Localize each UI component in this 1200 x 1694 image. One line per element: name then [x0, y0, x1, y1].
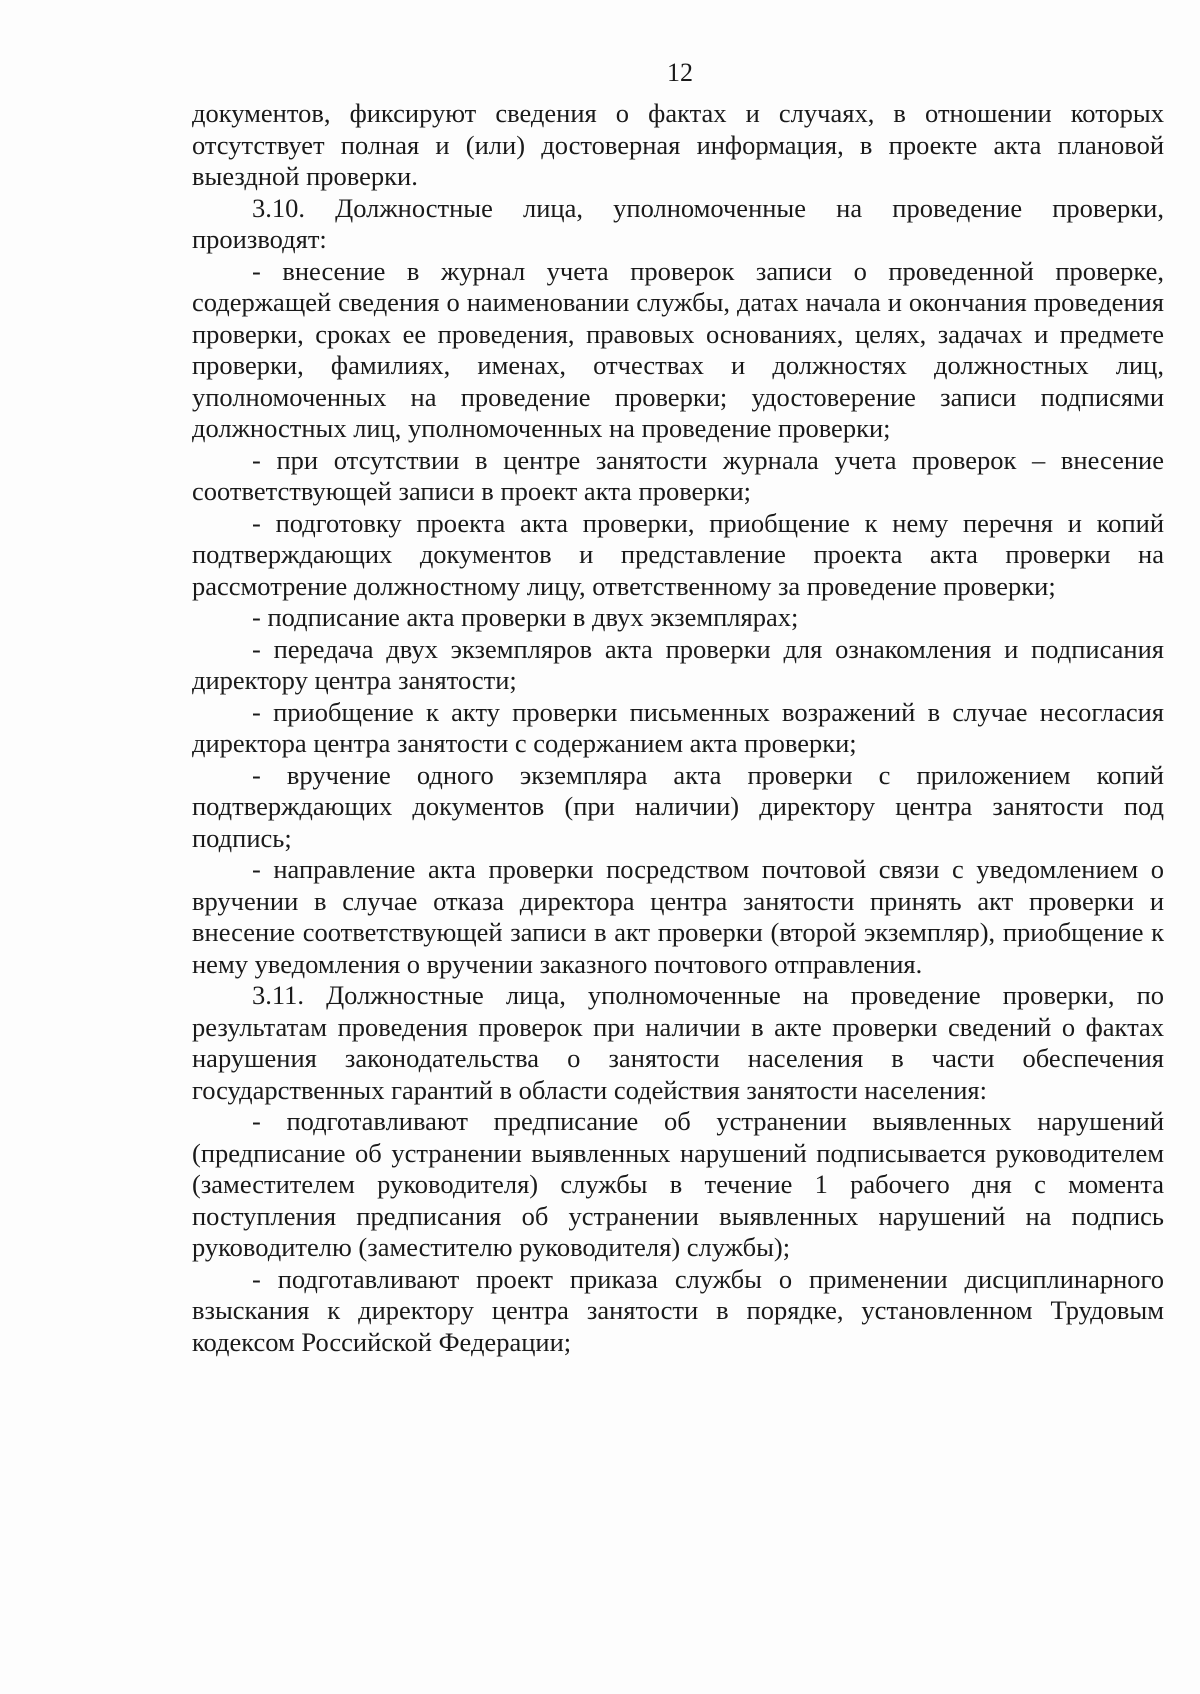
document-body [192, 98, 1164, 1358]
clause-3-11: 3.11. Должностные лица, уполномоченные на проведение проверки, по результатам проведения проверок при наличии в акте проверки сведений о фактах нарушения законодательства о занятости населения в части обеспечения государственных гарантий в области содействия занятости населения: [192, 980, 1164, 1105]
clause-3-10: 3.10. Должностные лица, уполномоченные на проведение проверки, производят: [192, 192, 1164, 254]
list-item: - приобщение к акту проверки письменных возражений в случае несогласия директора центра занятости с содержанием акта проверки; [192, 696, 1164, 758]
paragraph-continuation: документов, фиксируют сведения о фактах и случаях, в отношении которых отсутствует полная и (или) достоверная информация, в проекте акта плановой выездной проверки. [192, 98, 1164, 191]
list-item: - вручение одного экземпляра акта проверки с приложением копий подтверждающих документов (при наличии) директору центра занятости под подпись; [192, 759, 1164, 853]
list-item: - подготовку проекта акта проверки, приобщение к нему перечня и копий подтверждающих документов и представление проекта акта проверки на рассмотрение должностному лицу, ответственному за проведение проверки; [192, 507, 1164, 601]
list-item: - подготавливают предписание об устранении выявленных нарушений (предписание об устранении выявленных нарушений подписывается руководителем (заместителем руководителя) службы в течение 1 рабочего дня с момента поступления предписания об устранении выявленных нарушений на подпись руководителю (заместителю руководителя) службы); [192, 1106, 1164, 1262]
list-item: - подписание акта проверки в двух экземплярах; [252, 602, 799, 632]
list-item: - при отсутствии в центре занятости журнала учета проверок – внесение соответствующей записи в проект акта проверки; [192, 444, 1164, 506]
page-number: 12 [667, 58, 693, 87]
list-item: - передача двух экземпляров акта проверки для ознакомления и подписания директору центра занятости; [192, 633, 1164, 695]
list-item: - направление акта проверки посредством почтовой связи с уведомлением о вручении в случае отказа директора центра занятости принять акт проверки и внесение соответствующей записи в акт проверки (второй экземпляр), приобщение к нему уведомления о вручении заказного почтового отправления. [192, 854, 1164, 979]
list-item: - внесение в журнал учета проверок записи о проведенной проверке, содержащей сведения о наименовании службы, датах начала и окончания проведения проверки, сроках ее проведения, правовых основаниях, целях, задачах и предмете проверки, фамилиях, именах, отчествах и должностях должностных лиц, уполномоченных на проведение проверки; удостоверение записи подписями должностных лиц, уполномоченных на проведение проверки; [192, 255, 1164, 443]
list-item: - подготавливают проект приказа службы о применении дисциплинарного взыскания к директору центра занятости в порядке, установленном Трудовым кодексом Российской Федерации; [192, 1263, 1164, 1357]
